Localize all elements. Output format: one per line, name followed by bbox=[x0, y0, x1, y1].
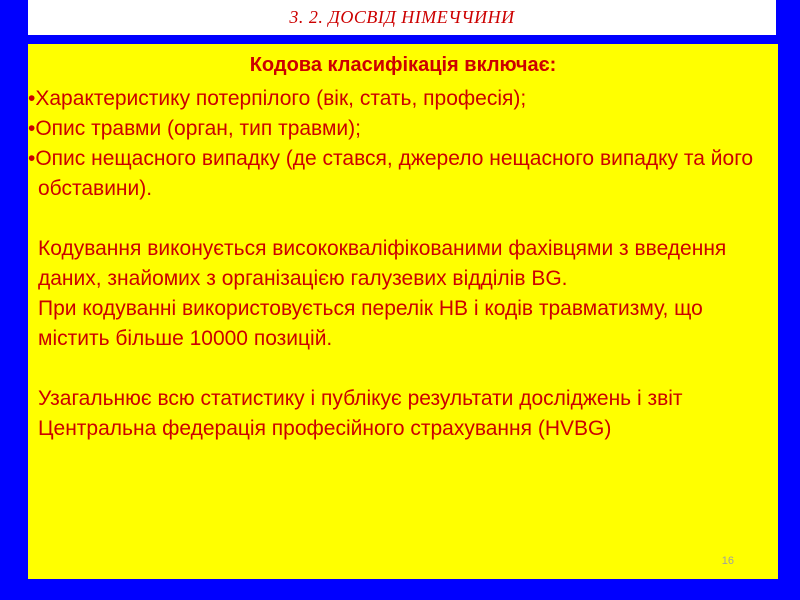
paragraph-list: При кодуванні використовується перелік НВ і кодів травматизму, що містить більше 10000 позицій. bbox=[38, 297, 703, 350]
content-heading: Кодова класифікація включає: bbox=[249, 54, 557, 76]
bullet-injury: •Опис травми (орган, тип травми); bbox=[28, 117, 361, 140]
bullet-victim: •Характеристику потерпілого (вік, стать, професія); bbox=[28, 87, 527, 110]
paragraph-hvbg: Узагальнює всю статистику і публікує результати досліджень і звіт Центральна федерація професійного страхування (HVBG) bbox=[38, 387, 683, 440]
slide-title: 3. 2. ДОСВІД НІМЕЧЧИНИ bbox=[289, 7, 515, 27]
title-bar bbox=[28, 0, 776, 35]
spacer bbox=[28, 354, 773, 384]
paragraph-coding: Кодування виконується висококваліфікованими фахівцями з введення даних, знайомих з організацією галузевих відділів BG. bbox=[38, 237, 727, 290]
page-number: 16 bbox=[721, 555, 734, 567]
bullet-accident: •Опис нещасного випадку (де стався, джерело нещасного випадку та його обставини). bbox=[28, 147, 754, 200]
spacer bbox=[28, 204, 773, 234]
content-body bbox=[28, 84, 773, 444]
content-panel bbox=[28, 44, 778, 579]
